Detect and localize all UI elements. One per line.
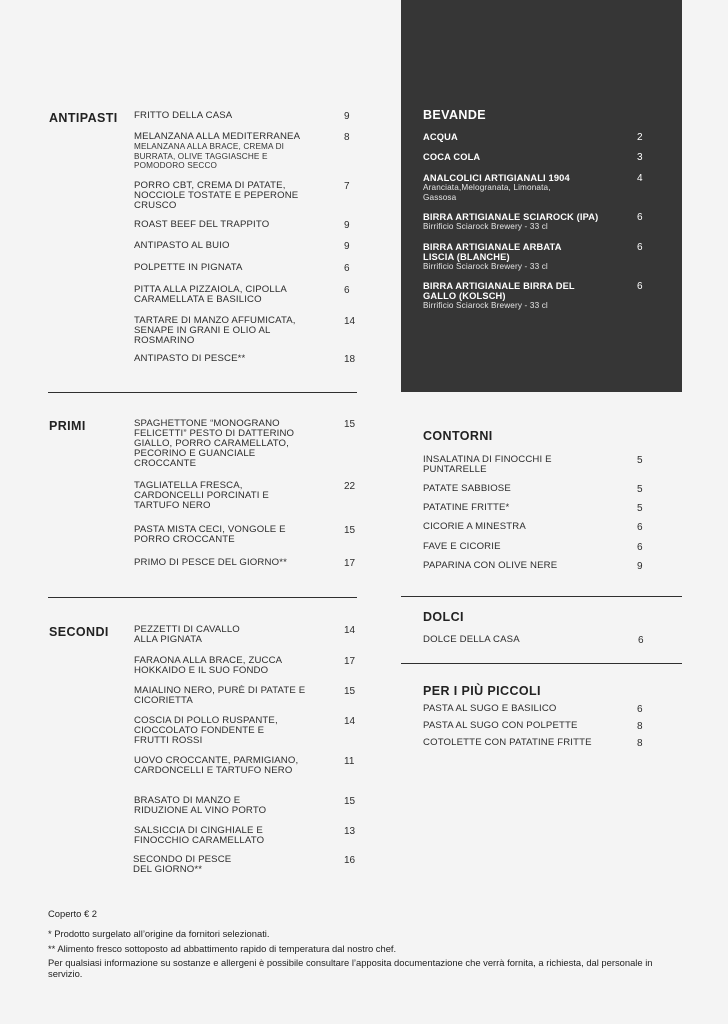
menu-item: PATATINE FRITTE*	[423, 502, 510, 513]
menu-item: FAVE E CICORIE	[423, 541, 501, 552]
menu-item: COCA COLA	[423, 152, 481, 162]
allergen-note: Per qualsiasi informazione su sostanze e allergeni è possibile consultare l’apposita documentazione che verrà fornita, a richiesta, dal personale in servizio.	[48, 957, 653, 979]
menu-item-price: 6	[638, 635, 644, 646]
menu-item: PEZZETTI DI CAVALLO ALLA PIGNATA	[134, 624, 240, 645]
contorni-title: CONTORNI	[423, 429, 493, 443]
menu-item-price: 14	[344, 625, 356, 636]
menu-item-price: 5	[637, 503, 643, 514]
menu-item: FRITTO DELLA CASA	[134, 110, 233, 121]
bevande-title: BEVANDE	[423, 108, 486, 122]
menu-item: TARTARE DI MANZO AFFUMICATA, SENAPE IN GRANI E OLIO AL ROSMARINO	[134, 315, 296, 346]
menu-item: SPAGHETTONE “MONOGRANO FELICETTI” PESTO DI DATTERINO GIALLO, PORRO CARAMELLATO, PECORINO E GUANCIALE CROCCANTE	[134, 418, 295, 469]
menu-item: ANTIPASTO AL BUIO	[134, 240, 230, 251]
menu-item: ANTIPASTO DI PESCE**	[134, 353, 246, 364]
menu-item-price: 17	[344, 558, 356, 569]
menu-item: SECONDO DI PESCE DEL GIORNO**	[133, 854, 232, 875]
menu-item: ROAST BEEF DEL TRAPPITO	[134, 219, 270, 230]
menu-item-price: 8	[637, 721, 643, 732]
menu-item: FARAONA ALLA BRACE, ZUCCA HOKKAIDO E IL SUO FONDO	[134, 655, 282, 676]
dolci-title: DOLCI	[423, 610, 464, 624]
menu-item: PATATE SABBIOSE	[423, 483, 511, 494]
menu-item-price: 6	[637, 522, 643, 533]
menu-item: PAPARINA CON OLIVE NERE	[423, 560, 558, 571]
menu-item: SALSICCIA DI CINGHIALE E FINOCCHIO CARAMELLATO	[134, 825, 265, 846]
menu-item-price: 6	[637, 212, 643, 223]
footnote-chilled: ** Alimento fresco sottoposto ad abbattimento rapido di temperatura dal nostro chef.	[48, 943, 397, 954]
menu-item-price: 6	[344, 263, 350, 274]
footnote-frozen: * Prodotto surgelato all’origine da fornitori selezionati.	[48, 928, 270, 939]
menu-item-price: 9	[637, 561, 643, 572]
menu-item-price: 7	[344, 181, 350, 192]
menu-item-price: 15	[344, 419, 356, 430]
menu-item-price: 22	[344, 481, 356, 492]
menu-item: COSCIA DI POLLO RUSPANTE, CIOCCOLATO FONDENTE E FRUTTI ROSSI	[134, 715, 278, 746]
menu-item: BRASATO DI MANZO E RIDUZIONE AL VINO PORTO	[134, 795, 267, 816]
coperto-note: Coperto € 2	[48, 908, 97, 919]
section-divider	[401, 596, 682, 597]
menu-item: INSALATINA DI FINOCCHI E PUNTARELLE	[423, 454, 552, 475]
menu-item-price: 3	[637, 152, 643, 163]
menu-item-price: 6	[637, 542, 643, 553]
menu-item-price: 9	[344, 111, 350, 122]
menu-item: MELANZANA ALLA MEDITERRANEA MELANZANA ALLA BRACE, CREMA DI BURRATA, OLIVE TAGGIASCHE E POMODORO SECCO	[134, 131, 301, 170]
menu-item-price: 16	[344, 855, 356, 866]
menu-item: PASTA MISTA CECI, VONGOLE E PORRO CROCCANTE	[134, 524, 286, 545]
menu-item: PITTA ALLA PIZZAIOLA, CIPOLLA CARAMELLATA E BASILICO	[134, 284, 287, 305]
menu-item: ACQUA	[423, 132, 458, 142]
menu-item-price: 14	[344, 316, 356, 327]
antipasti-title: ANTIPASTI	[49, 111, 118, 125]
menu-item-price: 5	[637, 455, 643, 466]
menu-item: PORRO CBT, CREMA DI PATATE, NOCCIOLE TOSTATE E PEPERONE CRUSCO	[134, 180, 299, 211]
menu-item: UOVO CROCCANTE, PARMIGIANO, CARDONCELLI E TARTUFO NERO	[134, 755, 299, 776]
menu-item-price: 15	[344, 686, 356, 697]
menu-item-price: 4	[637, 173, 643, 184]
menu-item-price: 6	[637, 281, 643, 292]
menu-item-price: 5	[637, 484, 643, 495]
menu-item-price: 18	[344, 354, 356, 365]
menu-item: ANALCOLICI ARTIGIANALI 1904 Aranciata,Melogranata, Limonata, Gassosa	[423, 173, 570, 202]
section-divider	[48, 392, 357, 393]
piccoli-title: PER I PIÙ PICCOLI	[423, 684, 541, 698]
menu-item-price: 13	[344, 826, 356, 837]
menu-item: PASTA AL SUGO E BASILICO	[423, 703, 557, 714]
menu-item: CICORIE A MINESTRA	[423, 521, 526, 532]
section-divider	[48, 597, 357, 598]
menu-item: BIRRA ARTIGIANALE ARBATA LISCIA (BLANCHE) Birrificio Sciarock Brewery - 33 cl	[423, 242, 562, 271]
menu-item-price: 8	[344, 132, 350, 143]
menu-item: BIRRA ARTIGIANALE SCIAROCK (IPA) Birrificio Sciarock Brewery - 33 cl	[423, 212, 599, 231]
menu-item: MAIALINO NERO, PURÈ DI PATATE E CICORIETTA	[134, 685, 306, 706]
menu-item-price: 6	[344, 285, 350, 296]
menu-item-price: 15	[344, 525, 356, 536]
menu-item: BIRRA ARTIGIANALE BIRRA DEL GALLO (KOLSCH) Birrificio Sciarock Brewery - 33 cl	[423, 281, 575, 310]
menu-item: POLPETTE IN PIGNATA	[134, 262, 243, 273]
menu-item-price: 2	[637, 132, 643, 143]
menu-item-price: 14	[344, 716, 356, 727]
menu-item: PRIMO DI PESCE DEL GIORNO**	[134, 557, 287, 568]
menu-item: COTOLETTE CON PATATINE FRITTE	[423, 737, 592, 748]
section-divider	[401, 663, 682, 664]
menu-item: TAGLIATELLA FRESCA, CARDONCELLI PORCINATI E TARTUFO NERO	[134, 480, 269, 511]
menu-item-price: 8	[637, 738, 643, 749]
menu-item-price: 6	[637, 704, 643, 715]
bevande-panel	[401, 0, 682, 392]
menu-item: PASTA AL SUGO CON POLPETTE	[423, 720, 578, 731]
menu-item-price: 9	[344, 241, 350, 252]
menu-item-price: 11	[344, 756, 355, 767]
menu-item-price: 9	[344, 220, 350, 231]
secondi-title: SECONDI	[49, 625, 109, 639]
menu-item-price: 17	[344, 656, 356, 667]
menu-item-price: 6	[637, 242, 643, 253]
menu-item-price: 15	[344, 796, 356, 807]
menu-item: DOLCE DELLA CASA	[423, 634, 520, 645]
primi-title: PRIMI	[49, 419, 86, 433]
